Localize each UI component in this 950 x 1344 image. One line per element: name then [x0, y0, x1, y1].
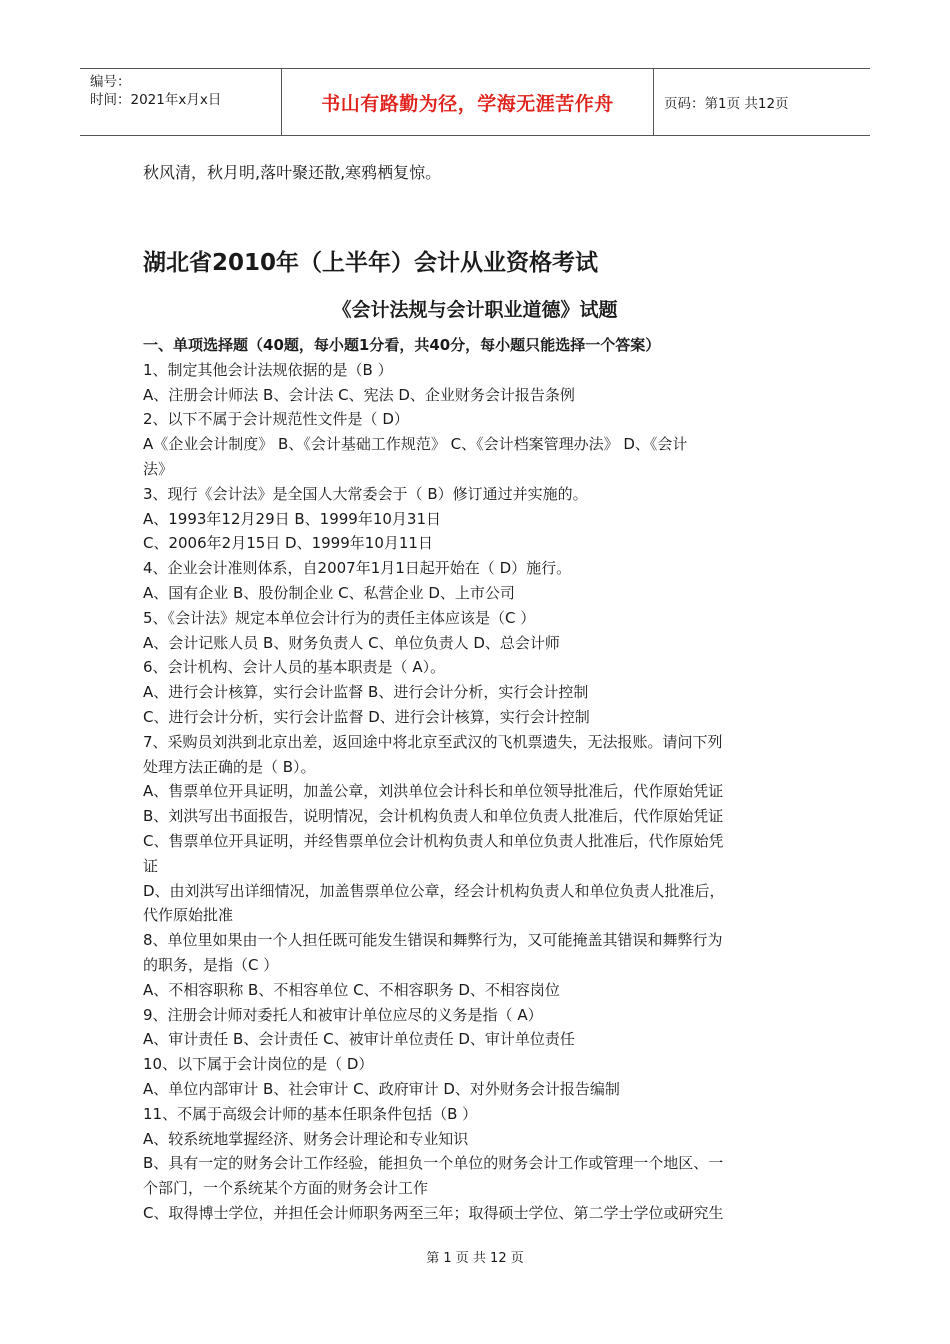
question-line: 1、制定其他会计法规依据的是（B ） — [143, 360, 393, 379]
question-line: C、售票单位开具证明，并经售票单位会计机构负责人和单位负责人批准后，代作原始凭 — [143, 831, 724, 850]
question-line: 9、注册会计师对委托人和被审计单位应尽的义务是指（ A） — [143, 1005, 543, 1024]
section-heading: 一、单项选择题（40题，每小题1分看，共40分，每小题只能选择一个答案） — [143, 336, 661, 354]
question-line: 处理方法正确的是（ B）。 — [143, 757, 316, 776]
question-line: 8、单位里如果由一个人担任既可能发生错误和舞弊行为，又可能掩盖其错误和舞弊行为 — [143, 931, 723, 950]
page-footer: 第 1 页 共 12 页 — [426, 1251, 524, 1266]
question-line: A、不相容职称 B、不相容单位 C、不相容职务 D、不相容岗位 — [143, 980, 560, 999]
question-line: B、具有一定的财务会计工作经验，能担负一个单位的财务会计工作或管理一个地区、一 — [143, 1154, 724, 1173]
question-line: 证 — [143, 856, 159, 875]
question-line: 法》 — [143, 459, 174, 478]
document-title: 湖北省2010年（上半年）会计从业资格考试 — [143, 250, 599, 276]
poem-line: 秋风清，秋月明,落叶聚还散,寒鸦栖复惊。 — [143, 163, 442, 182]
question-line: A、单位内部审计 B、社会审计 C、政府审计 D、对外财务会计报告编制 — [143, 1079, 620, 1098]
question-line: 的职务，是指（C ） — [143, 955, 279, 974]
question-line: 2、以下不属于会计规范性文件是（ D） — [143, 410, 409, 429]
question-line: 4、企业会计准则体系，自2007年1月1日起开始在（ D）施行。 — [143, 559, 572, 578]
document-number-label: 编号： — [90, 74, 131, 90]
question-line: C、进行会计分析，实行会计监督 D、进行会计核算，实行会计控制 — [143, 707, 590, 726]
document-subtitle: 《会计法规与会计职业道德》试题 — [332, 299, 618, 321]
question-line: A、较系统地掌握经济、财务会计理论和专业知识 — [143, 1129, 469, 1148]
question-line: A、1993年12月29日 B、1999年10月31日 — [143, 509, 442, 528]
question-line: 代作原始批准 — [143, 906, 234, 925]
question-line: B、刘洪写出书面报告，说明情况，会计机构负责人和单位负责人批准后，代作原始凭证 — [143, 807, 724, 826]
question-line: 3、现行《会计法》是全国人大常委会于（ B）修订通过并实施的。 — [143, 484, 588, 503]
header-page-info: 页码：第1页 共12页 — [664, 96, 789, 112]
header-meta — [80, 69, 281, 135]
question-line: A、进行会计核算，实行会计监督 B、进行会计分析，实行会计控制 — [143, 683, 589, 702]
question-line: A、注册会计师法 B、会计法 C、宪法 D、企业财务会计报告条例 — [143, 385, 575, 404]
page-header — [80, 68, 870, 136]
question-line: 11、不属于高级会计师的基本任职条件包括（B ） — [143, 1104, 478, 1123]
header-motto: 书山有路勤为径，学海无涯苦作舟 — [281, 69, 654, 135]
question-line: 个部门，一个系统某个方面的财务会计工作 — [143, 1179, 429, 1198]
question-line: C、取得博士学位，并担任会计师职务两至三年；取得硕士学位、第二学士学位或研究生 — [143, 1203, 724, 1222]
question-line: 7、采购员刘洪到北京出差，返回途中将北京至武汉的飞机票遗失，无法报账。请问下列 — [143, 732, 723, 751]
question-line: C、2006年2月15日 D、1999年10月11日 — [143, 534, 433, 553]
question-line: A、售票单位开具证明，加盖公章，刘洪单位会计科长和单位领导批准后，代作原始凭证 — [143, 782, 724, 801]
question-line: 10、以下属于会计岗位的是（ D） — [143, 1055, 374, 1074]
question-line: 5、《会计法》规定本单位会计行为的责任主体应该是（C ） — [143, 608, 536, 627]
question-line: A、会计记账人员 B、财务负责人 C、单位负责人 D、总会计师 — [143, 633, 560, 652]
question-line: 6、会计机构、会计人员的基本职责是（ A）。 — [143, 658, 446, 677]
question-line: A、国有企业 B、股份制企业 C、私营企业 D、上市公司 — [143, 583, 515, 602]
question-line: A《企业会计制度》 B、《会计基础工作规范》 C、《会计档案管理办法》 D、《会计 — [143, 435, 688, 454]
question-line: A、审计责任 B、会计责任 C、被审计单位责任 D、审计单位责任 — [143, 1030, 575, 1049]
document-date-label: 时间：2021年x月x日 — [90, 92, 222, 108]
question-body — [143, 333, 795, 1226]
question-line: D、由刘洪写出详细情况，加盖售票单位公章，经会计机构负责人和单位负责人批准后， — [143, 881, 725, 900]
